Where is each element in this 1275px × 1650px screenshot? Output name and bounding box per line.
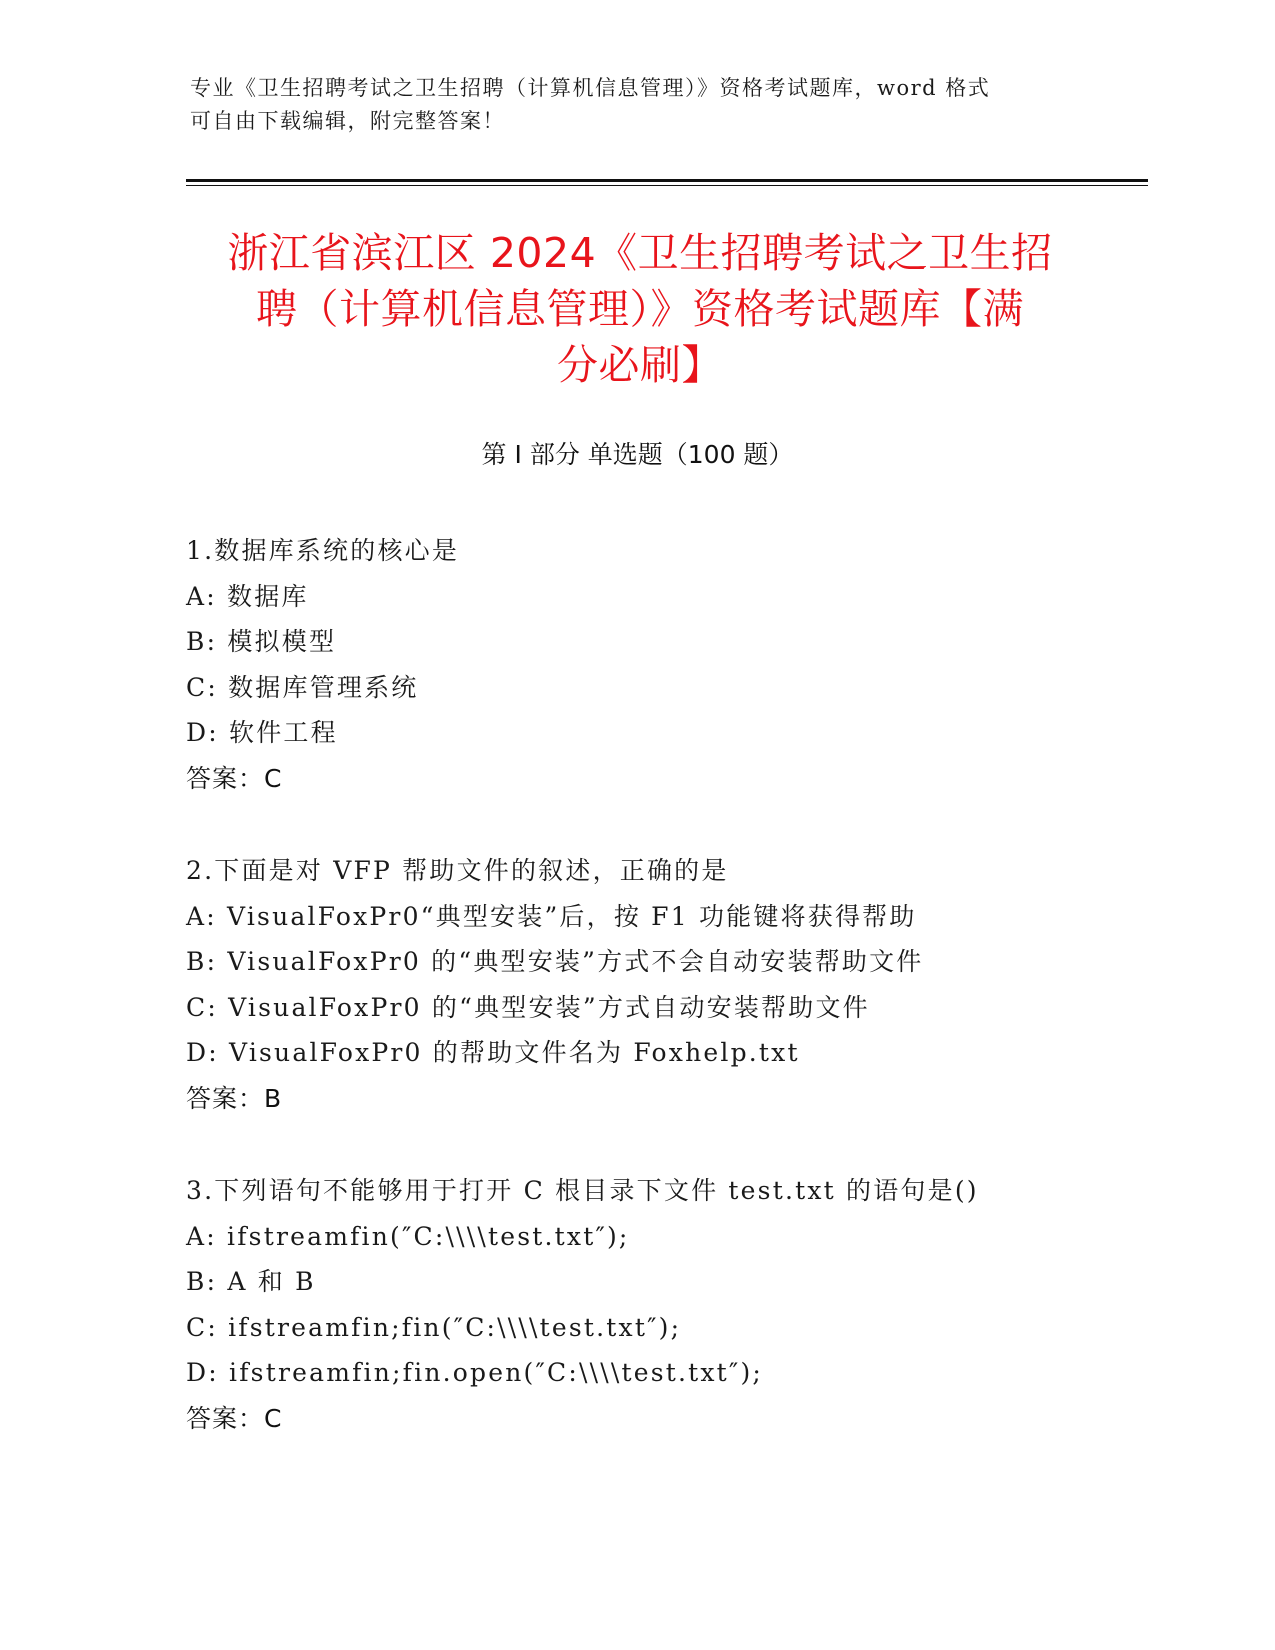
option-a: A: 数据库: [186, 581, 309, 611]
option-c: C: VisualFoxPr0 的“典型安装”方式自动安装帮助文件: [186, 992, 870, 1022]
header-divider-thin: [186, 185, 1148, 186]
question-list: [186, 528, 1186, 1488]
option-c: C: 数据库管理系统: [186, 672, 419, 702]
option-b: B: VisualFoxPr0 的“典型安装”方式不会自动安装帮助文件: [186, 947, 924, 976]
question-stem: 3.下列语句不能够用于打开 C 根目录下文件 test.txt 的语句是(): [186, 1176, 979, 1205]
question-2: [186, 848, 1186, 1121]
answer-line: 答案：C: [186, 763, 283, 793]
option-b: B: A 和 B: [186, 1267, 316, 1296]
question-1: [186, 528, 1186, 801]
header-note-line-2: 可自由下载编辑，附完整答案！: [190, 109, 505, 133]
section-title: 第 I 部分 单选题（100 题）: [481, 440, 794, 469]
option-d: D: VisualFoxPr0 的帮助文件名为 Foxhelp.txt: [186, 1038, 800, 1067]
question-stem: 2.下面是对 VFP 帮助文件的叙述，正确的是: [186, 856, 729, 885]
option-b: B: 模拟模型: [186, 627, 337, 656]
option-a: A: ifstreamfin(″C:\\\\test.txt″);: [186, 1221, 630, 1251]
option-d: D: ifstreamfin;fin.open(″C:\\\\test.txt″);: [186, 1358, 764, 1387]
header-divider-thick: [186, 179, 1148, 182]
title-line-1: 浙江省滨江区 2024《卫生招聘考试之卫生招: [227, 229, 1053, 277]
option-d: D: 软件工程: [186, 718, 338, 747]
option-a: A: VisualFoxPr0“典型安装”后，按 F1 功能键将获得帮助: [186, 901, 917, 931]
title-line-3: 分必刷】: [557, 341, 723, 389]
header-note-line-1: 专业《卫生招聘考试之卫生招聘（计算机信息管理）》资格考试题库，word 格式: [190, 76, 991, 100]
document-title: [180, 225, 1100, 393]
document-header-note: [190, 72, 1070, 138]
answer-line: 答案：B: [186, 1083, 283, 1113]
question-3: [186, 1168, 1186, 1441]
title-line-2: 聘（计算机信息管理）》资格考试题库【满: [256, 285, 1024, 333]
option-c: C: ifstreamfin;fin(″C:\\\\test.txt″);: [186, 1312, 682, 1342]
answer-line: 答案：C: [186, 1403, 283, 1433]
question-stem: 1.数据库系统的核心是: [186, 536, 460, 565]
